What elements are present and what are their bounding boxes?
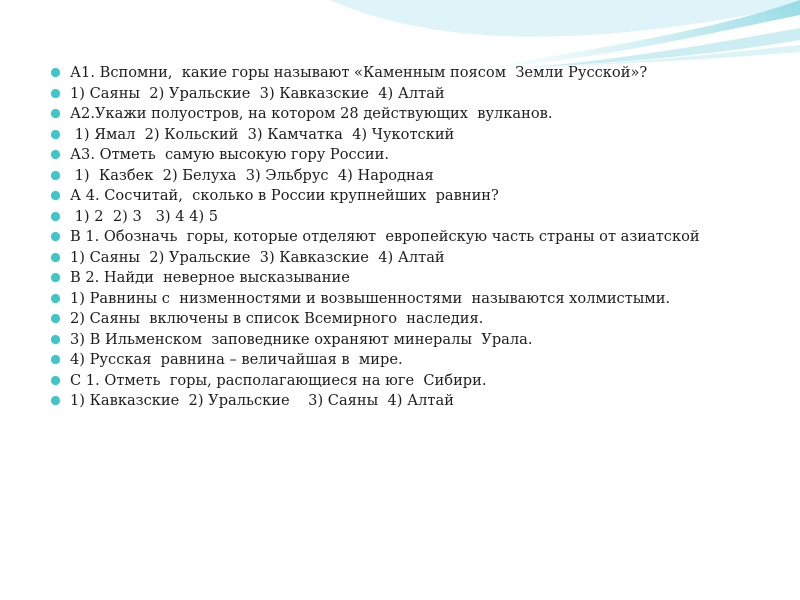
list-item-text: 1) 2 2) 3 3) 4 4) 5 bbox=[70, 207, 219, 225]
bullet-icon bbox=[50, 67, 61, 78]
list-item bbox=[50, 229, 750, 244]
list-item-text: А 4. Сосчитай, сколько в России крупнейших равнин? bbox=[70, 187, 499, 204]
list-item-text: 4) Русская равнина – величайшая в мире. bbox=[70, 351, 403, 368]
list-item bbox=[50, 168, 750, 183]
bullet-icon bbox=[50, 190, 61, 201]
list-item bbox=[50, 393, 750, 408]
list-item bbox=[50, 373, 750, 388]
bullet-icon bbox=[50, 354, 61, 365]
bullet-icon bbox=[50, 170, 61, 181]
list-item-text: 1) Равнины с низменностями и возвышенностями называются холмистыми. bbox=[70, 289, 671, 307]
list-item bbox=[50, 332, 750, 347]
task-list bbox=[50, 65, 750, 414]
list-item-text: А3. Отметь самую высокую гору России. bbox=[70, 146, 389, 163]
bullet-icon bbox=[50, 272, 61, 283]
list-item-text: А1. Вспомни, какие горы называют «Каменным поясом Земли Русской»? bbox=[70, 64, 648, 81]
list-item-text: 3) В Ильменском заповеднике охраняют минералы Урала. bbox=[70, 330, 533, 348]
list-item bbox=[50, 65, 750, 80]
bullet-icon bbox=[50, 395, 61, 406]
list-item bbox=[50, 352, 750, 367]
bullet-icon bbox=[50, 108, 61, 119]
list-item-text: В 1. Обозначь горы, которые отделяют европейскую часть страны от азиатской bbox=[70, 228, 700, 245]
bullet-icon bbox=[50, 334, 61, 345]
list-item-text: 1) Саяны 2) Уральские 3) Кавказские 4) Алтай bbox=[70, 84, 445, 102]
bullet-icon bbox=[50, 129, 61, 140]
bullet-icon bbox=[50, 88, 61, 99]
list-item bbox=[50, 291, 750, 306]
list-item bbox=[50, 106, 750, 121]
list-item-text: 1) Кавказские 2) Уральские 3) Саяны 4) Алтай bbox=[70, 392, 454, 409]
bullet-icon bbox=[50, 375, 61, 386]
bullet-icon bbox=[50, 293, 61, 304]
bullet-icon bbox=[50, 149, 61, 160]
bullet-icon bbox=[50, 313, 61, 324]
list-item-text: 2) Саяны включены в список Всемирного наследия. bbox=[70, 310, 484, 327]
list-item bbox=[50, 250, 750, 265]
bullet-icon bbox=[50, 211, 61, 222]
list-item-text: А2.Укажи полуостров, на котором 28 действующих вулканов. bbox=[70, 105, 553, 122]
list-item-text: 1) Саяны 2) Уральские 3) Кавказские 4) Алтай bbox=[70, 248, 445, 266]
list-item bbox=[50, 209, 750, 224]
bullet-icon bbox=[50, 252, 61, 263]
list-item bbox=[50, 311, 750, 326]
wave-band bbox=[330, 0, 800, 37]
list-item bbox=[50, 127, 750, 142]
list-item-text: 1) Казбек 2) Белуха 3) Эльбрус 4) Народная bbox=[70, 166, 434, 184]
list-item bbox=[50, 188, 750, 203]
list-item bbox=[50, 147, 750, 162]
list-item bbox=[50, 86, 750, 101]
list-item bbox=[50, 270, 750, 285]
list-item-text: В 2. Найди неверное высказывание bbox=[70, 269, 350, 286]
list-item-text: С 1. Отметь горы, располагающиеся на юге Сибири. bbox=[70, 371, 487, 389]
list-item-text: 1) Ямал 2) Кольский 3) Камчатка 4) Чукотский bbox=[70, 125, 455, 143]
bullet-icon bbox=[50, 231, 61, 242]
